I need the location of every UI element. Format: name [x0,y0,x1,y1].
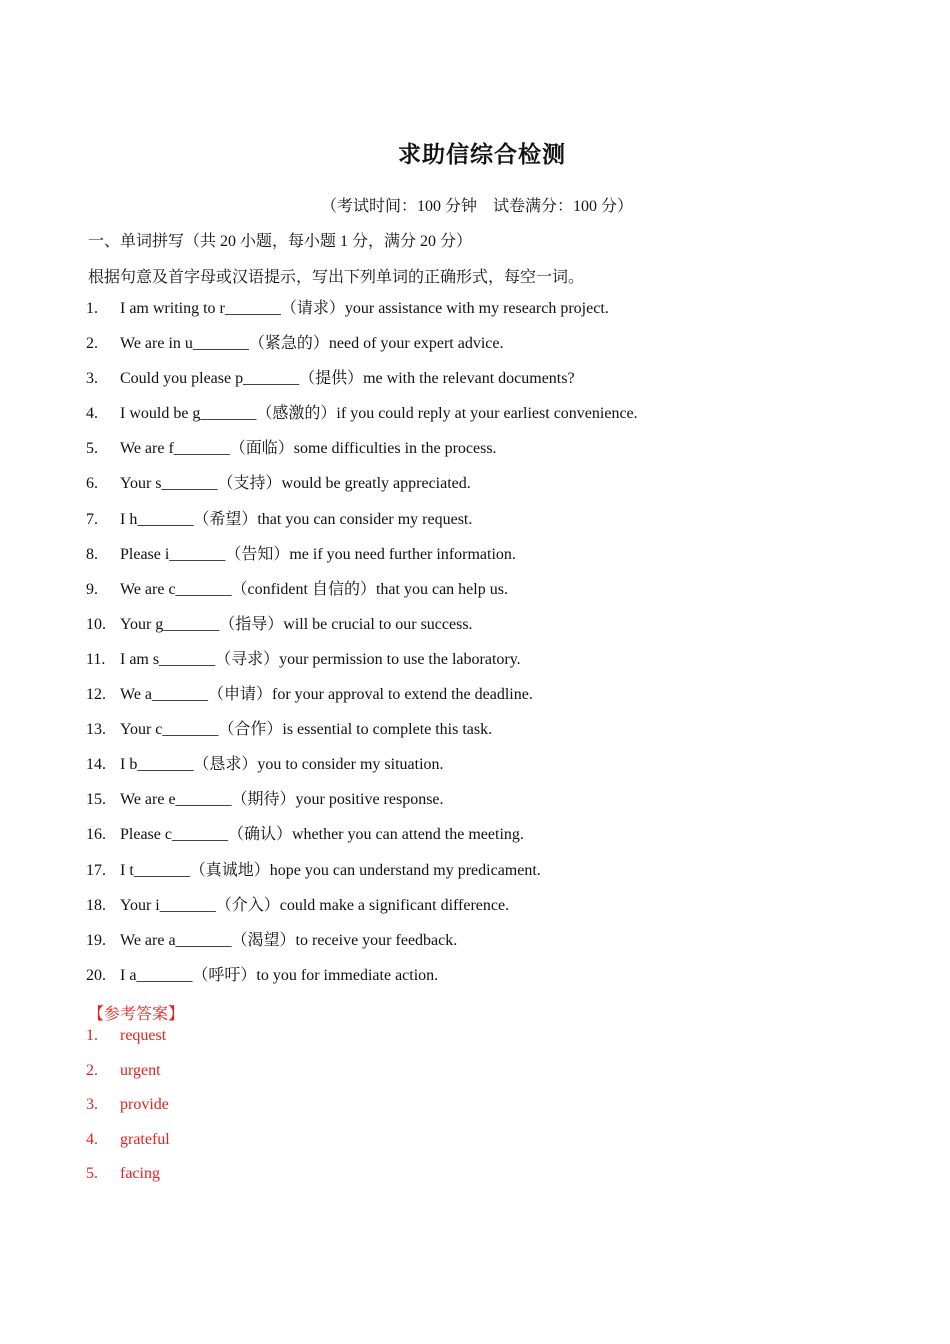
question-item [86,649,638,684]
question-item [86,579,638,614]
section-heading: 一、单词拼写（共 20 小题，每小题 1 分，满分 20 分） [88,233,473,250]
question-text: We are f_______（面临）some difficulties in the process. [120,440,497,458]
question-number: 4. [86,405,98,423]
question-number: 8. [86,545,98,563]
question-text: I am s_______（寻求）your permission to use the laboratory. [120,650,521,668]
question-text: Could you please p_______（提供）me with the relevant documents? [120,370,575,388]
answer-number: 4. [86,1130,98,1148]
question-item [86,930,638,965]
question-item [86,438,638,473]
question-text: Your c_______（合作）is essential to complete this task. [120,721,493,739]
answer-number: 2. [86,1061,98,1079]
question-text: We are e_______（期待）your positive response. [120,791,444,809]
question-text: I am writing to r_______（请求）your assistance with my research project. [120,300,609,317]
question-item [86,298,638,333]
question-item [86,754,638,789]
question-text: Please c_______（确认）whether you can attend the meeting. [120,826,524,844]
question-text: We are a_______（渴望）to receive your feedback. [120,931,458,949]
answer-number: 5. [86,1165,98,1183]
question-number: 3. [86,370,98,388]
question-number: 12. [86,686,106,704]
question-item [86,333,638,368]
question-text: We are c_______（confident 自信的）that you can help us. [120,580,508,598]
question-number: 1. [86,300,98,317]
answer-text: grateful [120,1130,170,1148]
question-text: Your g_______（指导）will be crucial to our success. [120,615,473,633]
question-number: 19. [86,931,106,949]
question-item [86,473,638,508]
page-title: 求助信综合检测 [398,142,566,168]
answers-heading: 【参考答案】 [88,1006,185,1023]
question-text: I b_______（恳求）you to consider my situation. [120,756,444,774]
question-number: 11. [86,650,106,668]
question-number: 6. [86,475,98,493]
question-number: 17. [86,861,106,879]
question-item [86,544,638,579]
question-item [86,719,638,754]
answer-item [86,1129,170,1164]
question-text: I a_______（呼吁）to you for immediate action. [120,966,439,984]
answer-item [86,1163,170,1198]
answer-text: request [120,1027,167,1044]
answer-list [86,1025,170,1198]
answer-item [86,1025,170,1060]
question-item [86,789,638,824]
question-number: 9. [86,580,98,598]
question-item [86,368,638,403]
question-list [86,298,638,1000]
question-item [86,614,638,649]
question-text: We are in u_______（紧急的）need of your expert advice. [120,335,504,353]
question-item [86,509,638,544]
question-number: 2. [86,335,98,353]
question-number: 20. [86,966,106,984]
question-text: Your i_______（介入）could make a significant difference. [120,896,510,914]
question-text: We a_______（申请）for your approval to extend the deadline. [120,686,533,704]
question-text: I t_______（真诚地）hope you can understand my predicament. [120,861,541,879]
question-text: Please i_______（告知）me if you need further information. [120,545,516,563]
answer-text: urgent [120,1061,161,1079]
answer-number: 3. [86,1096,98,1114]
question-item [86,895,638,930]
answer-number: 1. [86,1027,98,1044]
question-number: 7. [86,510,98,528]
question-text: I would be g_______（感激的）if you could reply at your earliest convenience. [120,405,638,423]
question-number: 5. [86,440,98,458]
question-number: 10. [86,615,106,633]
question-number: 13. [86,721,106,739]
exam-info: （考试时间：100 分钟 试卷满分：100 分） [320,198,633,215]
question-item [86,965,638,1000]
question-item [86,824,638,859]
question-text: I h_______（希望）that you can consider my request. [120,510,473,528]
question-number: 18. [86,896,106,914]
question-item [86,403,638,438]
question-number: 14. [86,756,106,774]
question-number: 16. [86,826,106,844]
answer-text: facing [120,1165,160,1183]
question-item [86,684,638,719]
instructions: 根据句意及首字母或汉语提示，写出下列单词的正确形式，每空一词。 [88,269,585,286]
answer-item [86,1094,170,1129]
question-number: 15. [86,791,106,809]
answer-item [86,1060,170,1095]
question-text: Your s_______（支持）would be greatly appreciated. [120,475,471,493]
answer-text: provide [120,1096,169,1114]
question-item [86,860,638,895]
